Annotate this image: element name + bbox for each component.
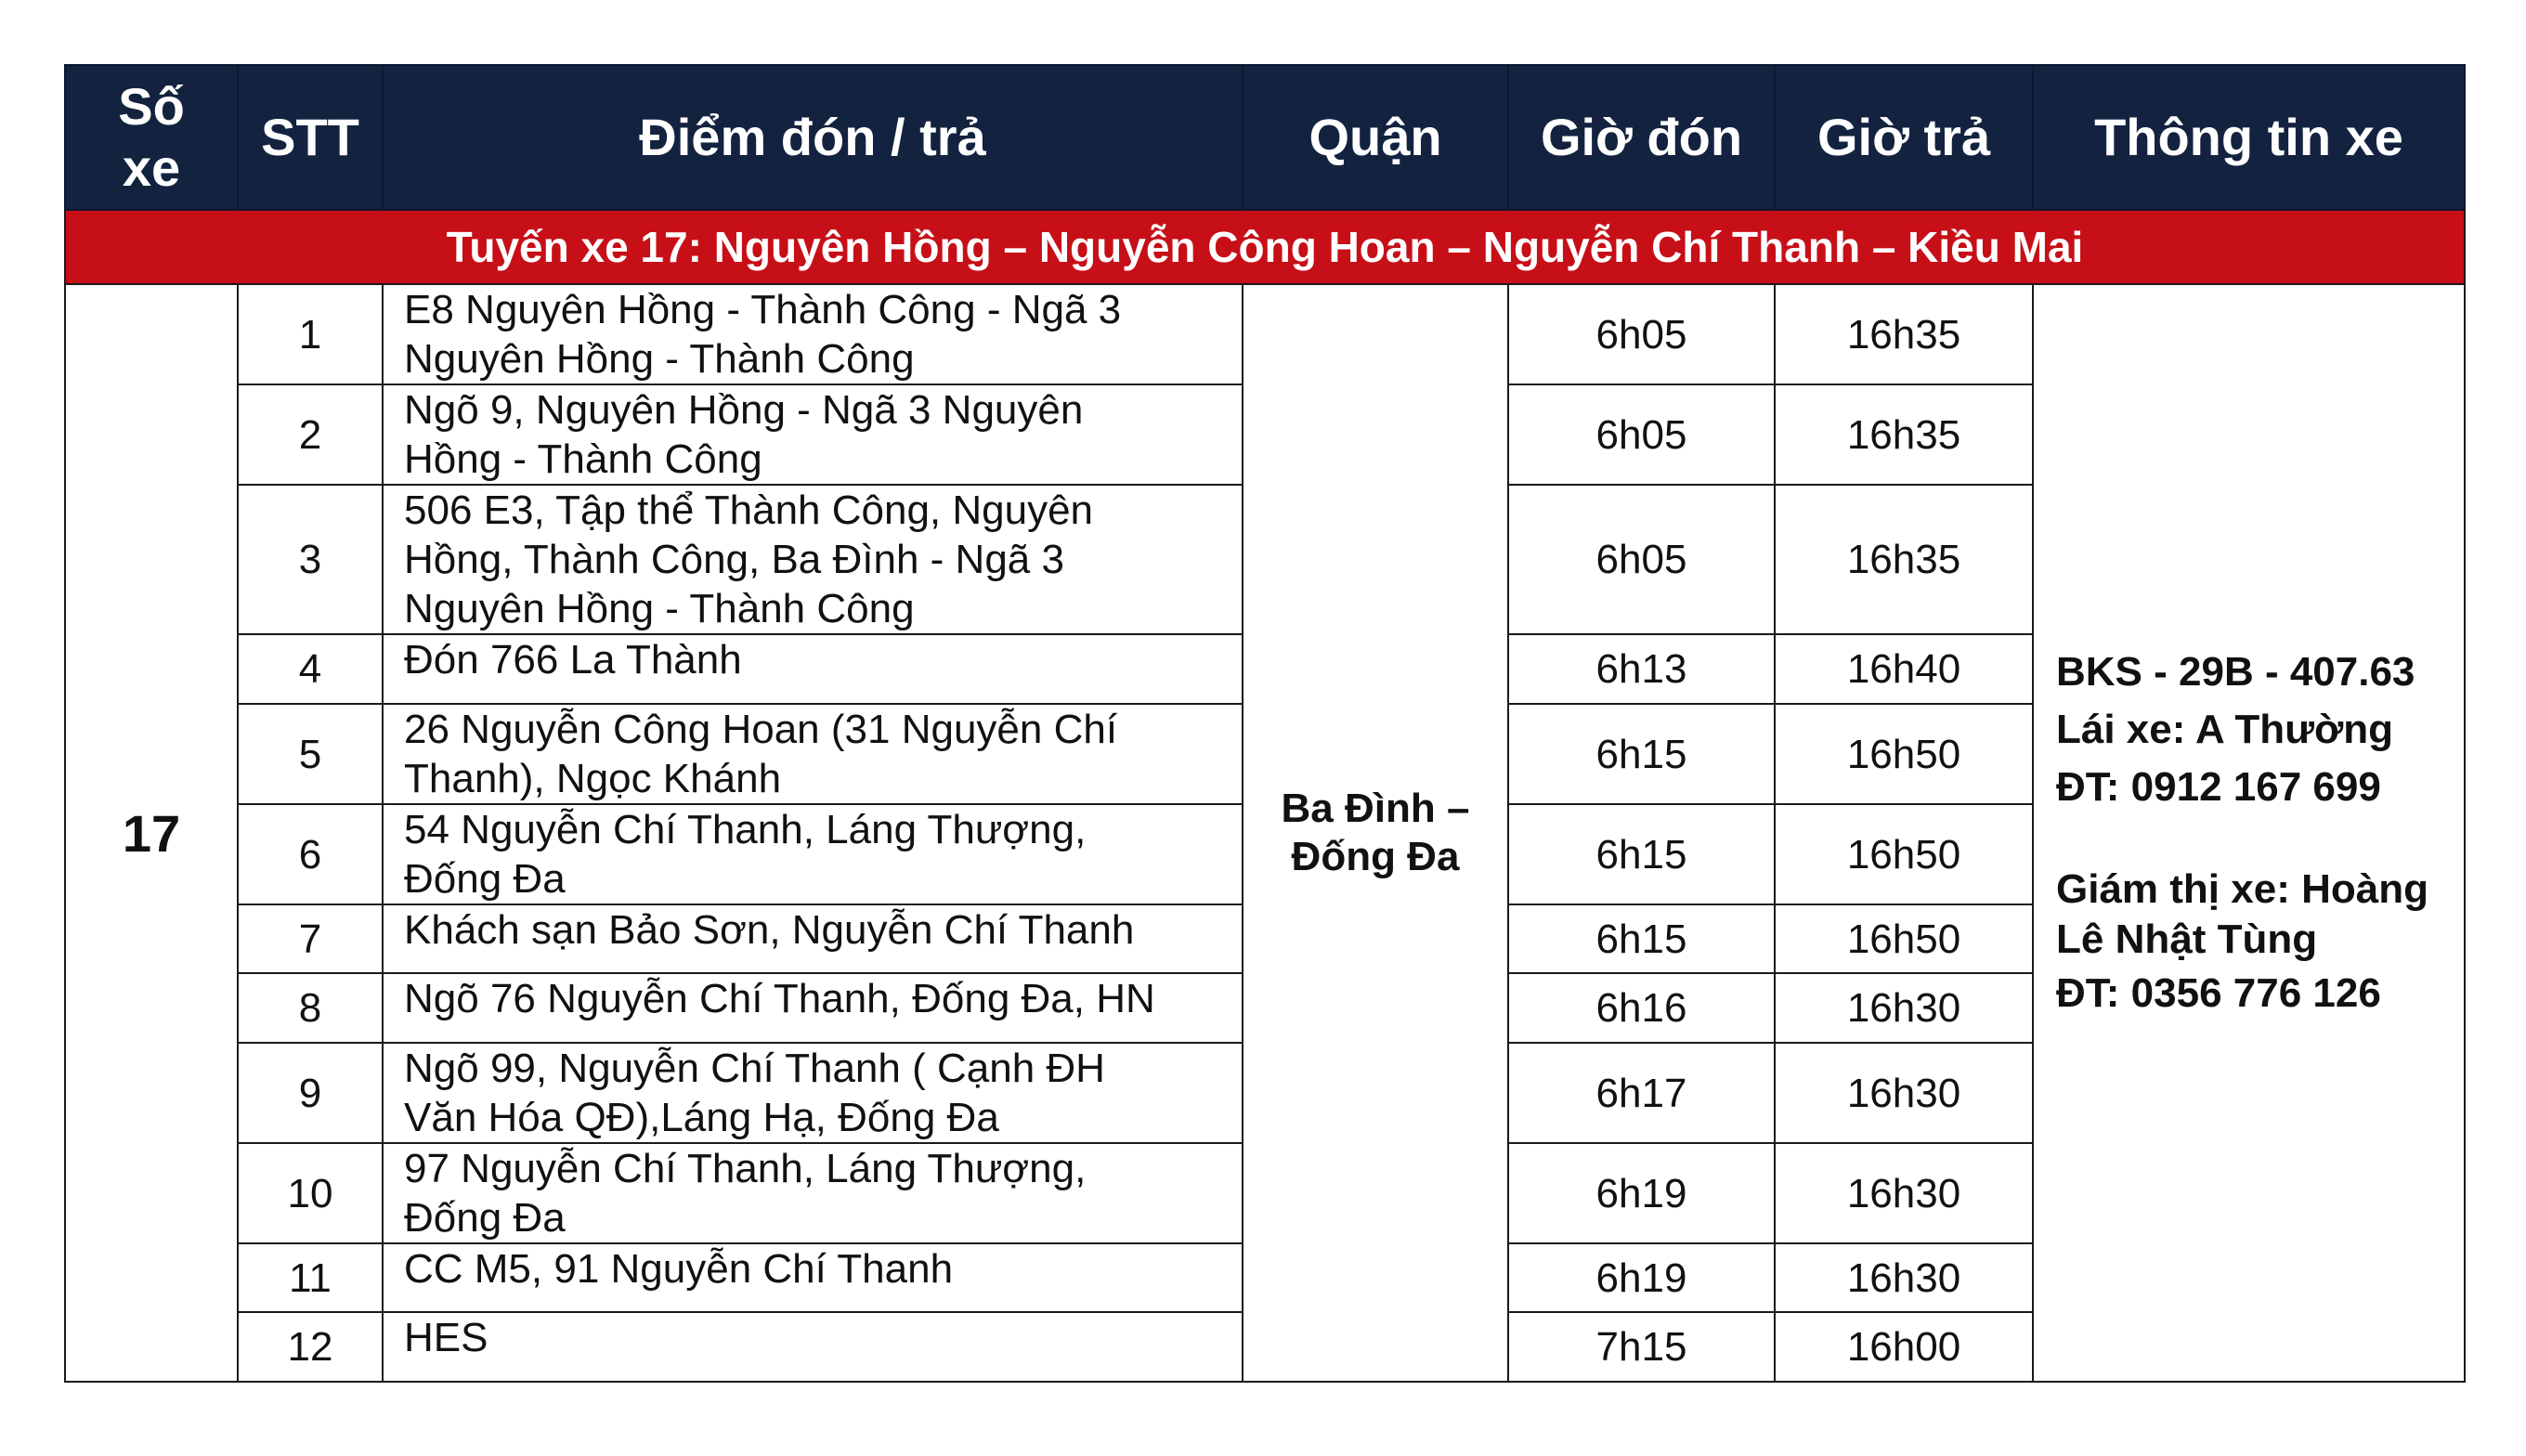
header-stt: STT <box>238 65 383 210</box>
stop-address-line: E8 Nguyên Hồng - Thành Công - Ngã 3 <box>404 287 1122 332</box>
stop-address <box>383 284 1243 384</box>
stop-stt: 3 <box>238 485 383 634</box>
stop-address-line: Văn Hóa QĐ),Láng Hạ, Đống Đa <box>404 1095 999 1140</box>
dropoff-time: 16h50 <box>1775 704 2033 804</box>
pickup-time: 6h19 <box>1508 1143 1775 1243</box>
plate-number: BKS - 29B - 407.63 <box>2056 649 2415 695</box>
pickup-time: 6h13 <box>1508 634 1775 704</box>
pickup-time: 6h17 <box>1508 1043 1775 1143</box>
stop-stt: 8 <box>238 973 383 1043</box>
stop-address-line: 54 Nguyễn Chí Thanh, Láng Thượng, <box>404 807 1087 852</box>
header-district: Quận <box>1243 65 1508 210</box>
stop-address <box>383 1143 1243 1243</box>
stop-address-line: Nguyên Hồng - Thành Công <box>404 586 915 631</box>
header-pickup-time: Giờ đón <box>1508 65 1775 210</box>
stop-address-line: Ngõ 99, Nguyễn Chí Thanh ( Cạnh ĐH <box>404 1046 1105 1091</box>
header-stop: Điểm đón / trả <box>383 65 1243 210</box>
stop-address-line: Ngõ 76 Nguyễn Chí Thanh, Đống Đa, HN <box>404 976 1155 1021</box>
pickup-time: 6h19 <box>1508 1243 1775 1312</box>
stop-address-line: Nguyên Hồng - Thành Công <box>404 336 915 382</box>
table-header <box>65 65 2465 210</box>
header-bus-no-line1: Số <box>118 76 185 136</box>
stop-address <box>383 804 1243 904</box>
header-dropoff-time: Giờ trả <box>1775 65 2033 210</box>
dropoff-time: 16h30 <box>1775 1043 2033 1143</box>
stop-stt: 9 <box>238 1043 383 1143</box>
pickup-time: 6h05 <box>1508 384 1775 485</box>
stop-address-line: Đón 766 La Thành <box>404 637 742 682</box>
stop-stt: 6 <box>238 804 383 904</box>
stop-address <box>383 904 1243 973</box>
stop-stt: 11 <box>238 1243 383 1312</box>
table-row <box>65 284 2465 384</box>
dropoff-time: 16h40 <box>1775 634 2033 704</box>
monitor-phone: ĐT: 0356 776 126 <box>2056 970 2381 1016</box>
pickup-time: 6h15 <box>1508 904 1775 973</box>
stop-address-line: CC M5, 91 Nguyễn Chí Thanh <box>404 1246 954 1292</box>
district-cell <box>1243 284 1508 1382</box>
stop-stt: 1 <box>238 284 383 384</box>
header-bus-no-line2: xe <box>122 138 181 197</box>
stop-address <box>383 973 1243 1043</box>
stop-address <box>383 1312 1243 1382</box>
dropoff-time: 16h35 <box>1775 284 2033 384</box>
stop-address-line: Thanh), Ngọc Khánh <box>404 756 782 801</box>
stop-stt: 7 <box>238 904 383 973</box>
stop-address-line: Khách sạn Bảo Sơn, Nguyễn Chí Thanh <box>404 907 1135 953</box>
dropoff-time: 16h35 <box>1775 485 2033 634</box>
table-body <box>65 210 2465 1382</box>
pickup-time: 6h15 <box>1508 804 1775 904</box>
stop-address <box>383 384 1243 485</box>
route-title: Tuyến xe 17: Nguyên Hồng – Nguyễn Công Hoan – Nguyễn Chí Thanh – Kiều Mai <box>65 210 2465 284</box>
stop-address <box>383 634 1243 704</box>
stop-address-line: HES <box>404 1315 488 1360</box>
monitor-name-line: Giám thị xe: Hoàng <box>2056 866 2428 912</box>
stop-stt: 2 <box>238 384 383 485</box>
stop-address <box>383 704 1243 804</box>
header-bus-no <box>65 65 238 210</box>
pickup-time: 6h05 <box>1508 284 1775 384</box>
stop-address-line: 97 Nguyễn Chí Thanh, Láng Thượng, <box>404 1146 1087 1191</box>
district-line: Ba Đình – <box>1281 786 1470 831</box>
pickup-time: 6h05 <box>1508 485 1775 634</box>
dropoff-time: 16h30 <box>1775 1243 2033 1312</box>
dropoff-time: 16h30 <box>1775 973 2033 1043</box>
dropoff-time: 16h50 <box>1775 904 2033 973</box>
bus-number-cell: 17 <box>65 284 238 1382</box>
route-banner-row <box>65 210 2465 284</box>
district-line: Đống Đa <box>1291 834 1460 879</box>
stop-address-line: Đống Đa <box>404 856 566 902</box>
stop-address <box>383 1043 1243 1143</box>
stop-address-line: 506 E3, Tập thể Thành Công, Nguyên <box>404 488 1094 533</box>
dropoff-time: 16h35 <box>1775 384 2033 485</box>
stop-address-line: Hồng, Thành Công, Ba Đình - Ngã 3 <box>404 537 1064 582</box>
monitor-name-line: Lê Nhật Tùng <box>2056 916 2318 962</box>
bus-schedule-table <box>64 64 2466 1383</box>
pickup-time: 7h15 <box>1508 1312 1775 1382</box>
pickup-time: 6h15 <box>1508 704 1775 804</box>
stop-address <box>383 485 1243 634</box>
stop-stt: 10 <box>238 1143 383 1243</box>
stop-address-line: 26 Nguyễn Công Hoan (31 Nguyễn Chí <box>404 707 1118 752</box>
stop-address-line: Đống Đa <box>404 1195 566 1241</box>
stop-stt: 5 <box>238 704 383 804</box>
header-bus-info: Thông tin xe <box>2033 65 2465 210</box>
stop-stt: 4 <box>238 634 383 704</box>
stop-address-line: Hồng - Thành Công <box>404 436 762 482</box>
stop-address-line: Ngõ 9, Nguyên Hồng - Ngã 3 Nguyên <box>404 387 1084 433</box>
dropoff-time: 16h00 <box>1775 1312 2033 1382</box>
dropoff-time: 16h30 <box>1775 1143 2033 1243</box>
pickup-time: 6h16 <box>1508 973 1775 1043</box>
stop-stt: 12 <box>238 1312 383 1382</box>
stop-address <box>383 1243 1243 1312</box>
bus-info-cell <box>2033 284 2465 1382</box>
driver-phone: ĐT: 0912 167 699 <box>2056 764 2381 810</box>
driver-name: Lái xe: A Thường <box>2056 707 2393 752</box>
info-spacer <box>2056 816 2451 864</box>
dropoff-time: 16h50 <box>1775 804 2033 904</box>
